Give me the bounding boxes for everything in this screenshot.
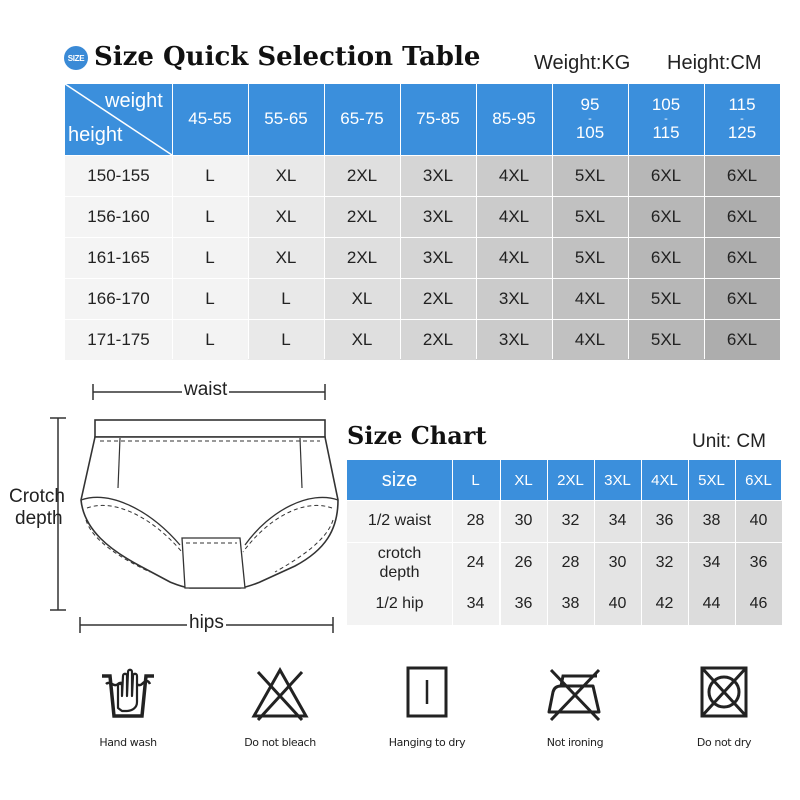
size-cell: 5XL xyxy=(628,278,704,319)
measurement-label: 1/2 waist xyxy=(347,501,452,542)
size-cell: 5XL xyxy=(552,196,628,237)
size-cell: 6XL xyxy=(704,196,780,237)
table-divider xyxy=(628,84,629,359)
size-chart-unit: Unit: CM xyxy=(692,431,766,452)
measurement-value: 36 xyxy=(641,501,688,542)
size-cell: L xyxy=(172,319,248,360)
size-cell: 6XL xyxy=(704,155,780,196)
table-divider xyxy=(688,460,689,625)
table-row xyxy=(347,543,781,584)
size-cell: L xyxy=(172,155,248,196)
corner-label-weight: weight xyxy=(105,90,163,112)
hanging-to-dry-icon xyxy=(397,662,457,724)
height-range-cell: 166-170 xyxy=(65,278,172,319)
care-label: Do not dry xyxy=(696,736,752,749)
size-cell: 6XL xyxy=(628,196,704,237)
size-header-label: size xyxy=(381,468,418,491)
height-range-cell: 150-155 xyxy=(65,155,172,196)
height-range-cell: 161-165 xyxy=(65,237,172,278)
weight-range-bottom: 125 xyxy=(727,122,757,142)
size-cell: L xyxy=(172,196,248,237)
weight-column-header xyxy=(476,84,552,155)
weight-range-top: 85-95 xyxy=(492,109,536,129)
measurement-value: 42 xyxy=(641,584,688,625)
size-cell: 3XL xyxy=(476,319,552,360)
size-cell: L xyxy=(248,319,324,360)
care-label: Hanging to dry xyxy=(388,736,466,749)
size-cell: 5XL xyxy=(552,155,628,196)
table-divider xyxy=(172,84,173,359)
size-cell: 6XL xyxy=(704,278,780,319)
table-divider xyxy=(704,84,705,359)
range-dash: - xyxy=(588,113,592,126)
garment-measurement-diagram xyxy=(0,370,345,640)
measurement-value: 32 xyxy=(641,543,688,584)
size-column-header: L xyxy=(471,471,480,489)
size-cell: XL xyxy=(324,319,400,360)
size-quick-selection-table xyxy=(65,84,780,359)
measurement-value: 46 xyxy=(735,584,782,625)
size-cell: XL xyxy=(248,196,324,237)
table-divider xyxy=(65,155,780,156)
size-cell: 3XL xyxy=(400,237,476,278)
size-cell: 2XL xyxy=(400,278,476,319)
weight-column-header xyxy=(704,84,780,155)
weight-column-header xyxy=(552,84,628,155)
measurement-value: 34 xyxy=(594,501,641,542)
measurement-value: 36 xyxy=(735,543,782,584)
table-divider xyxy=(552,84,553,359)
size-cell: L xyxy=(172,237,248,278)
care-label: Not ironing xyxy=(546,736,604,749)
measurement-label: 1/2 hip xyxy=(347,584,452,625)
measurement-value: 36 xyxy=(500,584,547,625)
hips-label: hips xyxy=(189,612,224,633)
measurement-value: 26 xyxy=(500,543,547,584)
table-row xyxy=(347,501,781,542)
table-divider xyxy=(65,196,780,197)
weight-column-header xyxy=(248,84,324,155)
not-ironing-icon xyxy=(545,662,605,724)
measurement-value: 38 xyxy=(688,501,735,542)
table-divider xyxy=(452,460,453,625)
size-cell: 2XL xyxy=(324,155,400,196)
table-divider xyxy=(65,360,780,361)
table-row xyxy=(347,584,781,625)
size-cell: 4XL xyxy=(476,237,552,278)
care-not-ironing xyxy=(515,662,635,757)
size-cell: 2XL xyxy=(324,196,400,237)
size-cell: 4XL xyxy=(476,155,552,196)
size-chart-header xyxy=(347,460,781,500)
table-divider xyxy=(594,460,595,625)
table-divider xyxy=(400,84,401,359)
waist-label: waist xyxy=(184,379,228,400)
care-do-not-dry xyxy=(664,662,784,757)
size-column-header: 5XL xyxy=(698,471,725,489)
corner-label-height: height xyxy=(68,124,123,146)
care-hand-wash xyxy=(68,662,188,757)
table-divider xyxy=(547,460,548,625)
measurement-value: 28 xyxy=(452,501,499,542)
height-unit-note: Height:CM xyxy=(667,52,762,74)
size-column-header: 2XL xyxy=(557,471,584,489)
care-label: Hand wash xyxy=(99,736,157,749)
size-column-header: 4XL xyxy=(651,471,678,489)
crotch-label-line2: depth xyxy=(15,508,63,529)
table-divider xyxy=(324,84,325,359)
do-not-bleach-icon xyxy=(250,662,310,724)
weight-range-top: 115 xyxy=(728,95,756,115)
size-badge-icon: SIZE xyxy=(64,46,88,70)
table-divider xyxy=(500,460,501,625)
size-column-header: 3XL xyxy=(604,471,631,489)
size-cell: 4XL xyxy=(552,278,628,319)
size-cell: L xyxy=(248,278,324,319)
measurement-value: 34 xyxy=(452,584,499,625)
weight-range-top: 75-85 xyxy=(416,109,460,129)
weight-range-bottom: 115 xyxy=(652,122,680,142)
table-divider xyxy=(735,460,736,625)
care-do-not-bleach xyxy=(220,662,340,757)
range-dash: - xyxy=(664,113,668,126)
size-cell: 6XL xyxy=(704,237,780,278)
size-cell: 6XL xyxy=(628,237,704,278)
weight-range-top: 95 xyxy=(580,95,600,115)
size-cell: 4XL xyxy=(476,196,552,237)
measurement-value: 40 xyxy=(735,501,782,542)
size-cell: XL xyxy=(248,237,324,278)
weight-column-header xyxy=(172,84,248,155)
weight-range-top: 105 xyxy=(651,95,681,115)
measurement-value: 28 xyxy=(547,543,594,584)
range-dash: - xyxy=(740,113,744,126)
size-cell: 3XL xyxy=(400,196,476,237)
table-divider xyxy=(65,278,780,279)
measurement-value: 44 xyxy=(688,584,735,625)
crotch-label-line1: Crotch xyxy=(9,486,65,507)
do-not-dry-icon xyxy=(694,662,754,724)
size-cell: 5XL xyxy=(628,319,704,360)
size-cell: 4XL xyxy=(552,319,628,360)
measurement-value: 40 xyxy=(594,584,641,625)
measurement-value: 30 xyxy=(594,543,641,584)
size-cell: L xyxy=(172,278,248,319)
size-column-header: 6XL xyxy=(745,471,772,489)
table-divider xyxy=(65,319,780,320)
care-hanging-to-dry xyxy=(367,662,487,757)
table-divider xyxy=(248,84,249,359)
weight-range-bottom: 105 xyxy=(575,122,605,142)
measurement-value: 32 xyxy=(547,501,594,542)
size-cell: XL xyxy=(248,155,324,196)
size-cell: 3XL xyxy=(476,278,552,319)
height-range-cell: 171-175 xyxy=(65,319,172,360)
size-cell: 6XL xyxy=(628,155,704,196)
weight-column-header xyxy=(628,84,704,155)
measurement-value: 24 xyxy=(452,543,499,584)
size-chart-table xyxy=(347,460,781,625)
size-cell: XL xyxy=(324,278,400,319)
measurement-value: 30 xyxy=(500,501,547,542)
size-column-header: XL xyxy=(514,471,533,489)
weight-unit-note: Weight:KG xyxy=(534,52,631,74)
measurement-value: 34 xyxy=(688,543,735,584)
measurement-label: crotch depth xyxy=(347,543,452,584)
weight-column-header xyxy=(324,84,400,155)
measurement-value: 38 xyxy=(547,584,594,625)
table-divider xyxy=(476,84,477,359)
weight-range-top: 55-65 xyxy=(264,109,308,129)
table-divider xyxy=(65,237,780,238)
size-chart-title: Size Chart xyxy=(347,421,487,450)
table-divider xyxy=(641,460,642,625)
weight-column-header xyxy=(400,84,476,155)
weight-range-top: 45-55 xyxy=(188,109,232,129)
size-cell: 5XL xyxy=(552,237,628,278)
care-label: Do not bleach xyxy=(244,736,316,749)
size-cell: 6XL xyxy=(704,319,780,360)
size-cell: 2XL xyxy=(400,319,476,360)
height-range-cell: 156-160 xyxy=(65,196,172,237)
hand-wash-icon xyxy=(98,662,158,724)
size-cell: 3XL xyxy=(400,155,476,196)
weight-range-top: 65-75 xyxy=(340,109,384,129)
page-title: Size Quick Selection Table xyxy=(94,42,481,72)
size-cell: 2XL xyxy=(324,237,400,278)
